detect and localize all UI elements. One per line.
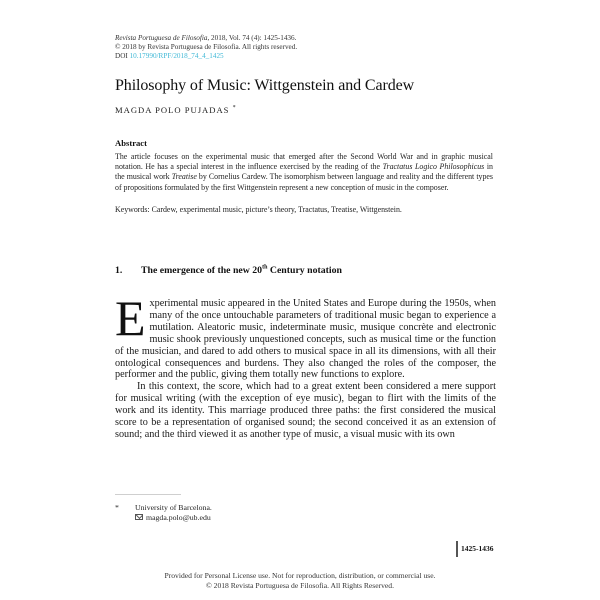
license-line: Provided for Personal License use. Not for reproduction, distribution, or commercial use. [164, 571, 436, 580]
page-range: 1425-1436 [461, 544, 494, 553]
doi-line [115, 52, 297, 61]
footnote-affiliation-line [115, 503, 212, 513]
footnote-divider [115, 494, 181, 495]
keywords: Keywords: Cardew, experimental music, picture’s theory, Tractatus, Treatise, Wittgenstein. [115, 205, 402, 214]
abstract-text: The article focuses on the experimental music that emerged after the Second World War and in graphic musical notation. He has a special interest in the influence exercised by the reading of the [115, 152, 493, 172]
doi-link[interactable]: 10.17990/RPF/2018_74_4_1425 [129, 52, 224, 60]
paragraph-text: xperimental music appeared in the United States and Europe during the 1950s, when many of the once untouchable parameters of traditional music began to experience a mutilation. Aleatoric music, indeterminate music, musique concrète and electronic music shook previously unquestioned concepts, such as musical time or the function of the musician, and dared to add others to musical space in all its dimensions, with all their ontological consequences and burdens. They also changed the roles of the composer, the performer and the public, giving them totally new functions to explore. [115, 298, 496, 381]
abstract-text: in the musical work [115, 162, 493, 182]
author-name [115, 105, 236, 115]
section-title-text: The emergence of the new 20 [141, 265, 263, 277]
article-title: Philosophy of Music: Wittgenstein and Cardew [115, 77, 415, 94]
footnote-affiliation: University of Barcelona. [135, 503, 212, 512]
abstract-work-title: Tractatus Logico Philosophicus [382, 162, 485, 172]
footnote-email[interactable]: magda.polo@ub.edu [146, 513, 211, 522]
section-title [141, 265, 342, 276]
abstract-heading: Abstract [115, 138, 147, 148]
abstract-work-title: Treatise [171, 172, 197, 182]
footnote-email-line [115, 513, 212, 523]
body-text [115, 290, 496, 441]
abstract-text: by Cornelius Cardew. The isomorphism between language and reality and the different types of propositions formulated by the first Wittgenstein represent a new conception of music in the composer. [115, 172, 493, 192]
citation-line [115, 34, 297, 43]
page-range-bar [456, 541, 458, 557]
abstract-body [115, 152, 493, 193]
author-footnote-mark[interactable]: * [232, 105, 236, 112]
mail-icon [135, 514, 143, 520]
doi-label: DOI [115, 52, 128, 60]
license-copyright: © 2018 Revista Portuguesa de Filosofia. All Rights Reserved. [205, 581, 394, 590]
section-title-sup: th [262, 265, 268, 271]
section-title-text: Century notation [267, 265, 342, 277]
section-number: 1. [115, 265, 123, 277]
paragraph: In this context, the score, which had to a great extent been considered a mere support for musical writing (with the exception of eye music), began to flirt with the limits of the work and its identity. This marriage produced three paths: the first considered the musical score to be a representation of organised sound; the second conceived it as an extension of sound; and the third viewed it as another type of music, a visual music with its own [115, 381, 496, 440]
citation-details: , 2018, Vol. 74 (4): 1425-1436. [207, 34, 297, 42]
author-text: MAGDA POLO PUJADAS [115, 105, 230, 115]
license-notice [0, 571, 600, 591]
journal-name: Revista Portuguesa de Filosofia [115, 34, 208, 42]
footnote-mark: * [115, 503, 119, 512]
copyright-line: © 2018 by Revista Portuguesa de Filosofia. All rights reserved. [115, 43, 298, 51]
paragraph [115, 290, 496, 381]
section-heading [115, 265, 342, 276]
citation-header [115, 34, 297, 61]
footnote [115, 503, 212, 523]
drop-cap: E [115, 290, 146, 346]
